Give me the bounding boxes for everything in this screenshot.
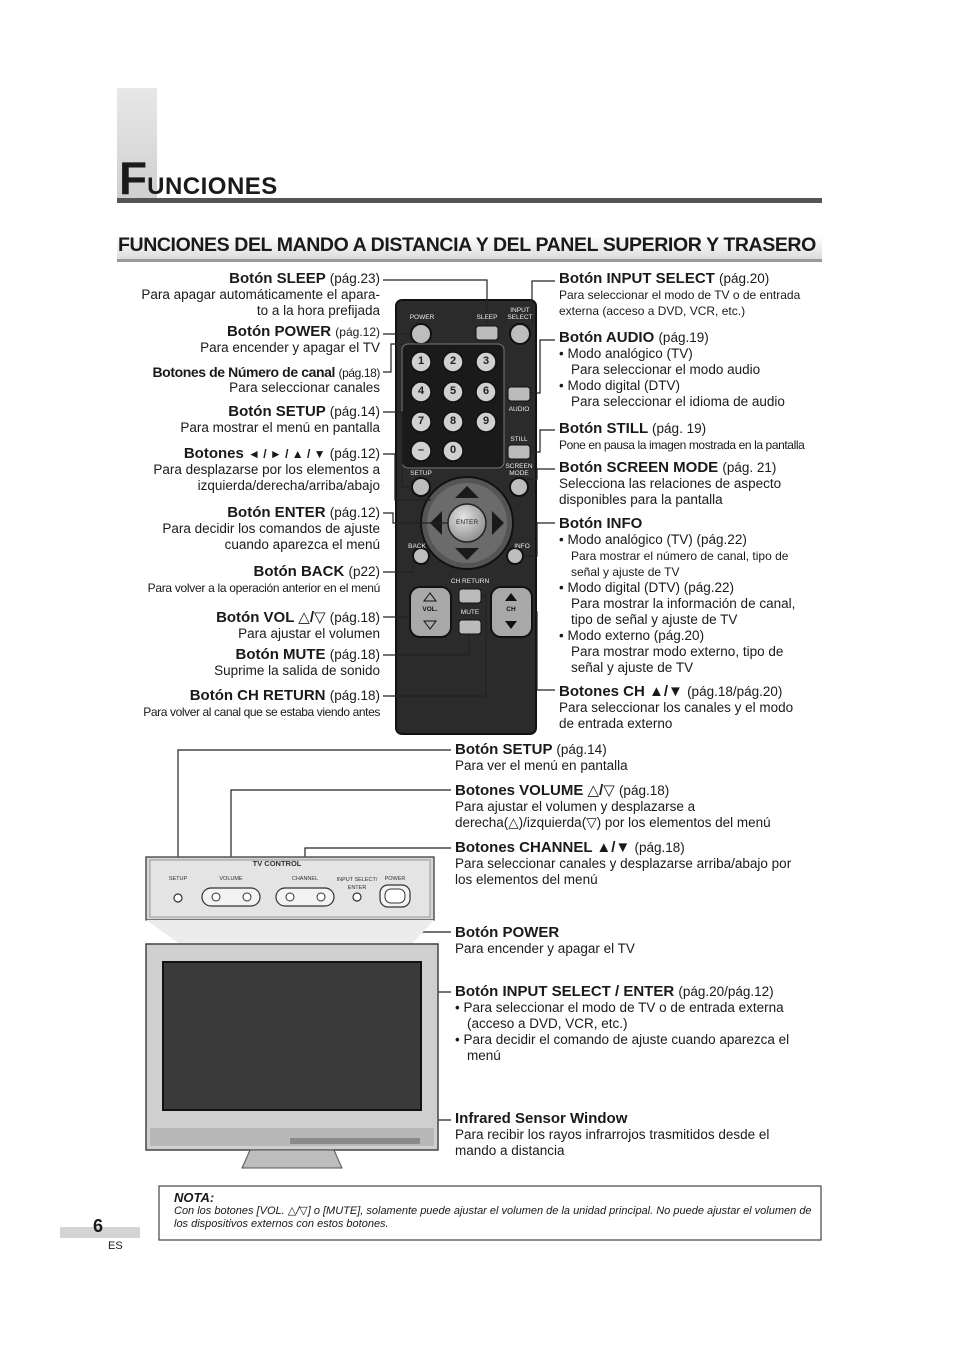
remote-screenmode-label: SCREEN MODE [505,463,533,477]
annot-screen-mode: Botón SCREEN MODE (pág. 21) Selecciona las relaciones de aspecto disponibles para la pantalla [559,459,782,507]
panel-channel-label: CHANNEL [291,876,319,882]
key-6: 6 [482,385,490,397]
page-number: 6 [93,1216,104,1236]
annot-panel-power: Botón POWER Para encender y apagar el TV [455,924,635,956]
annot-vol: Botón VOL △/▽ (pág.18) Para ajustar el volumen [216,609,380,641]
annot-sensor: Infrared Sensor Window Para recibir los rayos infrarrojos trasmitidos desde el mando a distancia [455,1110,770,1158]
annot-panel-input-enter: Botón INPUT SELECT / ENTER (pág.20/pág.12) • Para seleccionar el modo de TV o de entrada externa (acceso a DVD, VCR, etc.) • Para decidir el comando de ajuste cuando aparezca el menú [455,983,790,1063]
annot-setup: Botón SETUP (pág.14) Para mostrar el menú en pantalla [180,403,380,435]
remote-power-label: POWER [409,314,435,321]
remote-sleep-label: SLEEP [476,314,498,321]
annot-still: Botón STILL (pág. 19) Pone en pausa la imagen mostrada en la pantalla [559,420,805,452]
key-7: 7 [417,415,425,427]
key-5: 5 [449,385,457,397]
panel-volume-label: VOLUME [219,876,243,882]
remote-still-button [508,445,530,459]
key-2: 2 [449,355,457,367]
annot-chreturn: Botón CH RETURN (pág.18) Para volver al canal que se estaba viendo antes [143,687,380,719]
remote-sleep-button [476,326,498,340]
tv-screen [163,962,421,1110]
annot-numbers: Botones de Número de canal (pág.18) Para seleccionar canales [152,364,380,395]
key-3: 3 [482,355,490,367]
annot-enter: Botón ENTER (pág.12) Para decidir los comandos de ajuste cuando aparezca el menú [162,504,380,552]
annot-input-select: Botón INPUT SELECT (pág.20) Para seleccionar el modo de TV o de entrada externa (acceso a DVD, VCR, etc.) [559,270,801,318]
annot-info: Botón INFO • Modo analógico (TV) (pág.22) Para mostrar el número de canal, tipo de señal y ajuste de TV • Modo digital (DTV) (pág.22) Para mostrar la información de canal, tipo de señal y ajuste de TV • Modo externo (pág.20) Para mostrar modo externo, tipo de señal y ajuste de TV [559,515,796,675]
annot-arrows: Botones ◄ / ► / ▲ / ▼ (pág.12) Para desplazarse por los elementos a izquierda/derecha/arriba/abajo [153,445,380,493]
remote-mute-label: MUTE [460,609,480,616]
remote-still-label: STILL [510,436,528,443]
annot-panel-volume: Botones VOLUME △/▽ (pág.18) Para ajustar el volumen y desplazarse a derecha(△)/izquierda(▽) por los elementos del menú [455,782,771,830]
remote-power-button [411,324,431,344]
key-8: 8 [449,415,457,427]
page-title: FUNCIONES [119,152,278,204]
annot-mute: Botón MUTE (pág.18) Suprime la salida de sonido [214,646,380,678]
remote-ch-label: CH [506,606,516,613]
remote-audio-button [508,387,530,401]
panel-input-label: INPUT SELECT/ ENTER [336,877,378,891]
lang-code: ES [108,1240,123,1252]
note-title: NOTA: [174,1190,215,1205]
remote-mute-button [459,620,481,634]
remote-chreturn-button [459,589,481,603]
remote-enter-label: ENTER [455,519,479,526]
annot-sleep: Botón SLEEP (pág.23) Para apagar automáticamente el apara- to a la hora prefijada [141,270,380,318]
remote-audio-label: AUDIO [508,406,530,413]
remote-input-label: INPUT SELECT [507,307,533,321]
annot-panel-setup: Botón SETUP (pág.14) Para ver el menú en pantalla [455,741,628,773]
annot-power: Botón POWER (pág.12) Para encender y apagar el TV [200,323,380,355]
annot-back: Botón BACK (p22) Para volver a la operación anterior en el menú [147,563,380,595]
remote-chreturn-label: CH RETURN [450,578,490,585]
annot-panel-channel: Botones CHANNEL ▲/▼ (pág.18) Para seleccionar canales y desplazarse arriba/abajo por los elementos del menú [455,839,792,887]
panel-title: TV CONTROL [252,859,302,868]
annot-ch: Botones CH ▲/▼ (pág.18/pág.20) Para seleccionar los canales y el modo de entrada externo [559,683,794,731]
note-text: Con los botones [VOL. △/▽] o [MUTE], solamente puede ajustar el volumen de la unidad principal. No puede ajustar el volumen de los dispositivos externos con estos botones. [174,1205,812,1230]
remote-info-label: INFO [514,543,530,550]
remote-back-label: BACK [408,543,426,550]
annot-audio: Botón AUDIO (pág.19) • Modo analógico (TV) Para seleccionar el modo audio • Modo digital (DTV) Para seleccionar el idioma de audio [559,329,785,409]
panel-setup-label: SETUP [168,876,188,882]
key-4: 4 [417,385,425,397]
key-dash: – [417,444,425,456]
note [174,1190,814,1231]
panel-power-label: POWER [384,876,406,882]
key-9: 9 [482,415,490,427]
key-0: 0 [449,444,457,456]
section-title: FUNCIONES DEL MANDO A DISTANCIA Y DEL PANEL SUPERIOR Y TRASERO [118,234,816,256]
remote-setup-label: SETUP [410,470,432,477]
remote-input-button [510,324,530,344]
remote-vol-label: VOL. [422,606,438,613]
key-1: 1 [417,355,425,367]
